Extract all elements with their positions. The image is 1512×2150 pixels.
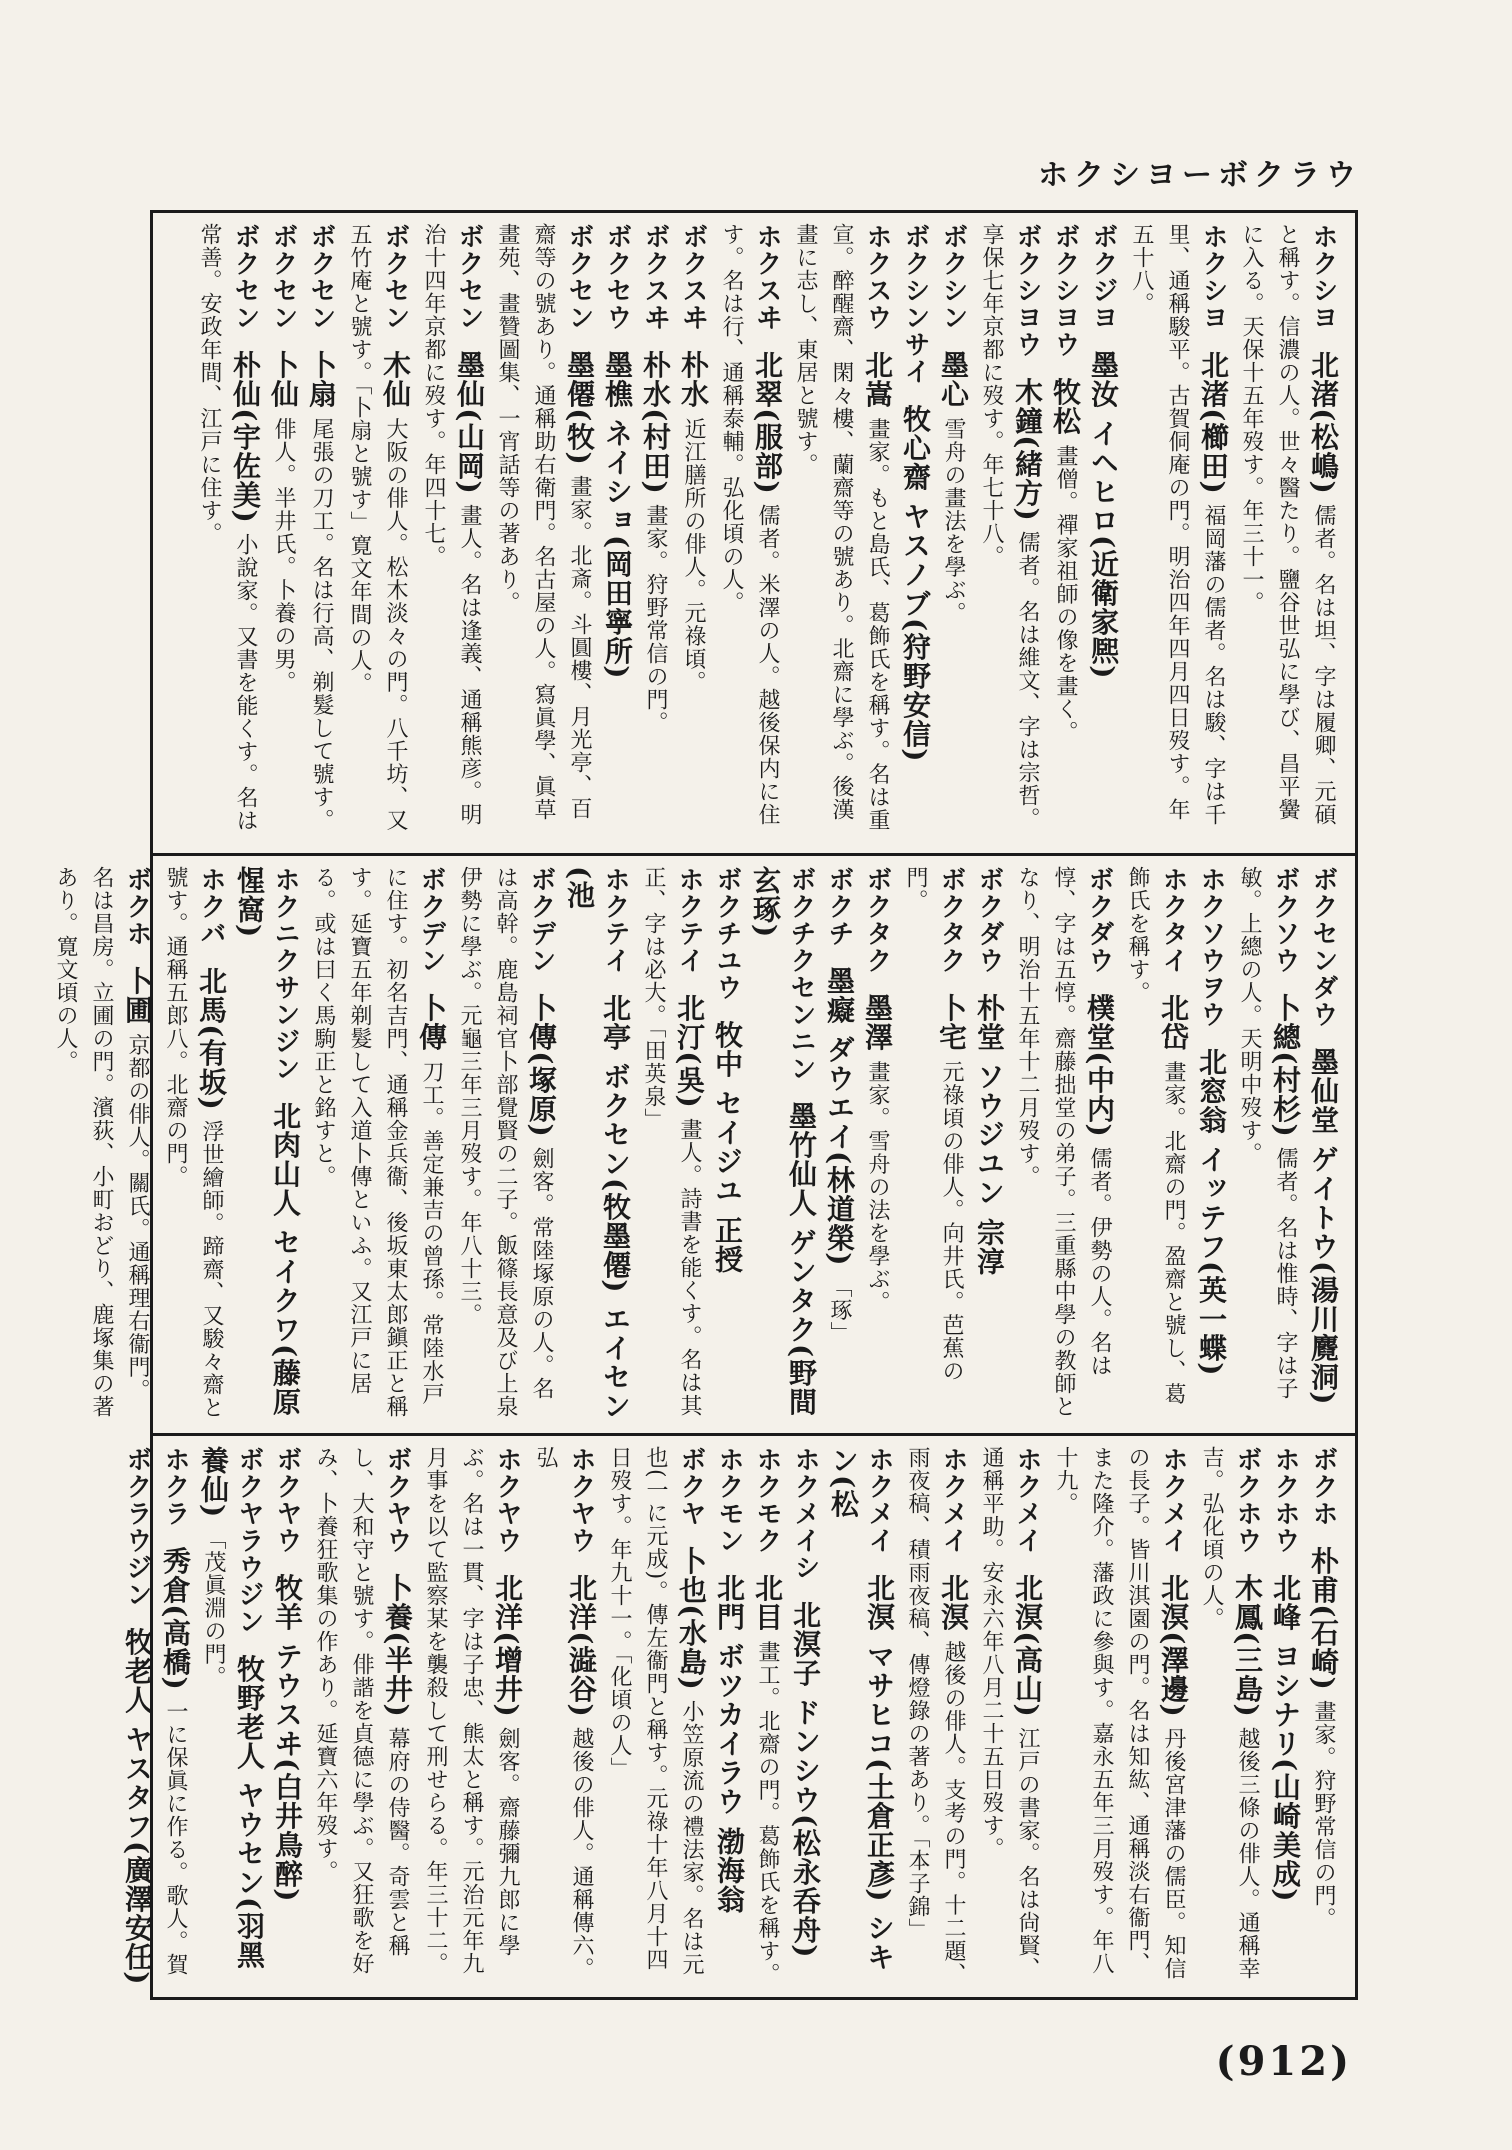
entry-kana-headword: ボクダウ: [974, 866, 1004, 974]
entry-kana-headword: ボクチ: [824, 866, 854, 947]
entry-kana-headword: ボクラウジン: [122, 1446, 152, 1608]
entry-name: 卜也(水島): [675, 1546, 708, 1691]
entry-name: 北翠(服部): [751, 350, 784, 495]
dictionary-entry: [451, 866, 559, 1423]
entry-name: 木仙: [379, 350, 412, 409]
entry-name: 北溟: [937, 1573, 970, 1632]
entry-name: 墨癡 ダウエイ(林道榮): [823, 966, 856, 1267]
entry-name: 卜宅: [935, 993, 968, 1052]
dictionary-entry: [561, 866, 633, 1423]
entry-kana-headword: ホクヤウ: [566, 1446, 596, 1554]
dictionary-entry: [191, 223, 263, 843]
entry-kana-headword: ホクスヰ: [752, 223, 782, 331]
entry-kana-headword: ボクスヰ: [640, 223, 670, 331]
entry-description: 小笠原流の禮法家。名は元也(一に元成)。傳左衞門と稱す。元祿十年八月十四日歿す。年九十一。「化頃の人」: [607, 1446, 704, 1977]
entry-description: 畫家。狩野常信の門。: [1311, 1700, 1336, 1931]
entry-name: 秀倉(高橋): [159, 1546, 192, 1691]
dictionary-entry: [899, 1446, 971, 1987]
dictionary-page: [53, 210, 1358, 2000]
entry-kana-headword: ボクヤウ: [272, 1446, 302, 1554]
entry-kana-headword: ボクセン: [268, 223, 298, 331]
entry-kana-headword: ボクセン: [380, 223, 410, 331]
entry-kana-headword: ボクジヨ: [1088, 223, 1118, 331]
entry-name: 墨仙堂 ゲイトウ(湯川麑洞): [1307, 1047, 1340, 1406]
dictionary-entry: [675, 223, 711, 694]
dictionary-entry: [713, 223, 785, 843]
entry-kana-headword: ホクニクサンジン: [270, 866, 300, 1082]
running-head: ホクシヨーボクラウ: [1038, 158, 1362, 193]
entry-description: 劍客。齋藤彌九郎に學ぶ。名は一貫、字は子忠、熊太と稱す。元治元年九月事を以て監察某を襲殺して刑せらる。年三十二。: [423, 1446, 520, 1975]
entry-kana-headword: ホクヤウ: [492, 1446, 522, 1554]
entry-description: 近江膳所の俳人。元祿頃。: [681, 417, 706, 694]
entry-description: 越後の俳人。通稱傳六。弘: [533, 1446, 594, 1981]
entry-description: 元祿頃の俳人。向井氏。芭蕉の門。: [903, 866, 964, 1383]
dictionary-entry: [749, 1446, 785, 1986]
entry-kana-headword: ホクタイ: [1158, 866, 1188, 974]
entry-name: 北溟子 ドンシウ(松永呑舟): [789, 1600, 822, 1959]
entry-name: 朴堂 ソウジユン 宗淳: [973, 993, 1006, 1276]
dictionary-entry: [1193, 1446, 1265, 1987]
entry-description: 儒者。伊勢の人。名は惇、字は五惇。齋藤拙堂の弟子。三重縣中學の教師となり、明治十五年十二月歿す。: [1015, 866, 1112, 1418]
entry-name: 北馬(有坂): [195, 966, 228, 1111]
entry-kana-headword: ボクタク: [936, 866, 966, 974]
entry-kana-headword: ボクセウ: [602, 223, 632, 331]
entry-band-bottom: [121, 1433, 1355, 1997]
entry-description: 小說家。又書を能くす。名は常善。安政年間、江戸に住す。: [197, 223, 258, 833]
entry-name: 北洋(澁谷): [565, 1573, 598, 1718]
entry-description: 刀工。善定兼吉の曾孫。常陸水戸に住す。初名吉門、通稱金兵衞、後坂東太郎鎭正と稱す。延寶五年剃髮して入道卜傳といふ。又江戸に居る。或は曰く馬駒正と銘すと。: [311, 866, 444, 1418]
entry-description: 幕府の侍醫。奇雲と稱し、大和守と號す。俳諧を貞德に學ぶ。又狂歌を好み、卜養狂歌集の作あり。延寶六年歿す。: [313, 1446, 410, 1975]
entry-name: 朴仙(宇佐美): [229, 350, 262, 524]
entry-description: 畫人。名は逢義、通稱熊彦。明治十四年京都に歿す。年四十七。: [421, 223, 482, 827]
entry-name: 北峰 ヨシナリ(山崎美成): [1269, 1573, 1302, 1903]
dictionary-entry: [489, 223, 597, 843]
entry-kana-headword: ボクセン: [454, 223, 484, 331]
entry-name: 卜傳(塚原): [525, 993, 558, 1138]
entry-kana-headword: ボクタク: [862, 866, 892, 974]
entry-kana-headword: ボクホ: [122, 866, 152, 947]
entry-kana-headword: ホクバ: [196, 866, 226, 947]
dictionary-entry: [157, 1446, 193, 1976]
entry-name: 北渚(松嶋): [1307, 350, 1340, 495]
entry-description: 儒者。名は坦、字は履卿、元碩と稱す。信濃の人。世々醫たり。鹽谷世弘に學び、昌平黌に入る。天保十五年歿す。年三十一。: [1239, 223, 1336, 827]
entry-name: 朴水: [677, 350, 710, 409]
entry-description: 儒者。名は惟時、字は子敏。上總の人。天明中歿す。: [1237, 866, 1298, 1401]
entry-kana-headword: ボクセン: [564, 223, 594, 331]
entry-description: 畫人。詩書を能くす。名は其正、字は必大。「田英泉」: [641, 866, 702, 1418]
entry-name: 卜仙: [267, 350, 300, 409]
entry-kana-headword: ボクヤ: [676, 1446, 706, 1527]
entry-name: 北岱: [1157, 993, 1190, 1052]
entry-name: 朴水(村田): [639, 350, 672, 495]
entry-kana-headword: ホクホウ: [1270, 1446, 1300, 1554]
entry-name: 木鳳(三島): [1231, 1573, 1264, 1718]
entry-kana-headword: ボクホ: [1308, 1446, 1338, 1527]
entry-kana-headword: ボクセンダウ: [1308, 866, 1338, 1028]
entry-band-top: [153, 213, 1355, 853]
dictionary-entry: [635, 866, 707, 1423]
entry-name: 牧松: [1049, 377, 1082, 436]
entry-description: 畫家。北齋の門。盈齋と號し、葛飾氏を稱す。: [1125, 866, 1186, 1406]
entry-name: 卜總(村杉): [1269, 993, 1302, 1138]
dictionary-entry: [821, 866, 857, 1345]
entry-kana-headword: ボクセン: [306, 223, 336, 331]
dictionary-entry: [47, 866, 155, 1423]
dictionary-entry: [1305, 1446, 1341, 1930]
entry-description: 「茂眞淵の門。: [201, 1527, 226, 1689]
entry-name: 朴甫(石崎): [1307, 1546, 1340, 1691]
entry-name: 北溟(澤邊): [1157, 1573, 1190, 1718]
entry-name: 卜養(半井): [381, 1573, 414, 1718]
dictionary-entry: [341, 223, 413, 843]
entry-description: 大阪の俳人。松木淡々の門。八千坊、又五竹庵と號す。「卜扇と號す」寛文年間の人。: [347, 223, 408, 832]
entry-kana-headword: ホクラ: [160, 1446, 190, 1527]
entry-kana-headword: ボクダウ: [1084, 866, 1114, 974]
entry-kana-headword: ボクチクセンニン: [786, 866, 816, 1082]
entry-kana-headword: ホクソウヲウ: [1196, 866, 1226, 1028]
entry-name: 北洋(增井): [491, 1573, 524, 1718]
entry-name: 卜扇: [305, 350, 338, 409]
entry-kana-headword: ホクメイ: [938, 1446, 968, 1554]
entry-name: 北目: [751, 1573, 784, 1632]
entry-name: 北窓翁 イッテフ(英一蝶): [1195, 1047, 1228, 1377]
entry-name: 北溟(高山): [1011, 1573, 1044, 1718]
entry-description: 尾張の刀工。名は行高、剃髮して號す。: [309, 417, 334, 832]
entry-kana-headword: ホクモン: [714, 1446, 744, 1554]
entry-description: 畫家。北斎。斗圓樓、月光亭、百齋等の號あり。通稱助右衛門。名古屋の人。寫眞學、眞草畫苑、畫贊圖集、一宵話等の著あり。: [495, 223, 592, 821]
dictionary-entry: [1233, 223, 1341, 843]
entry-kana-headword: ボクセン: [230, 223, 260, 331]
entry-description: 雪舟の畫法を學ぶ。: [941, 417, 966, 625]
entry-name: 墨澤: [861, 993, 894, 1052]
dictionary-entry: [859, 866, 895, 1314]
entry-name: 北門 ボツカイラウ 渤海翁: [713, 1573, 746, 1914]
dictionary-entry: [973, 223, 1045, 843]
entry-kana-headword: ボクシン: [938, 223, 968, 331]
dictionary-entry: [1009, 866, 1117, 1423]
dictionary-entry: [711, 1446, 747, 1914]
entry-description: 儒者。米澤の人。越後保内に住す。名は行、通稱泰輔。弘化頃の人。: [719, 223, 780, 827]
entry-kana-headword: ホクモク: [752, 1446, 782, 1554]
dictionary-entry: [307, 1446, 415, 1987]
entry-kana-headword: ボクデン: [526, 866, 556, 974]
dictionary-entry: [935, 223, 971, 625]
dictionary-entry: [897, 223, 933, 763]
entry-name: 北嵩: [861, 350, 894, 409]
entry-kana-headword: ボクデン: [416, 866, 446, 974]
dictionary-entry: [1193, 866, 1229, 1377]
dictionary-entry: [601, 1446, 709, 1987]
entry-name: 木鐘(緒方): [1011, 377, 1044, 522]
entry-name: 北亭 ボクセン(牧墨僊) エイセン(池: [563, 866, 632, 1421]
entry-kana-headword: ホクメイ: [1012, 1446, 1042, 1554]
entry-kana-headword: ボクシヨウ: [1012, 223, 1042, 358]
entry-kana-headword: ホクメイ: [1158, 1446, 1188, 1554]
dictionary-entry: [1267, 1446, 1303, 1903]
entry-kana-headword: ホクスウ: [862, 223, 892, 331]
entry-name: 卜圃: [121, 966, 154, 1025]
entry-name: 北肉山人 セイクワ(藤原惺窩): [233, 866, 302, 1417]
entry-name: 牧羊 テウスヰ(白井鳥醉): [271, 1573, 304, 1903]
entry-description: 京都の俳人。關氏。通稱理右衞門。名は昌房。立圃の門。濱荻、小町おどり、鹿塚集の著あり。寛文頃の人。: [53, 866, 150, 1418]
dictionary-entry: [527, 1446, 599, 1987]
entry-description: 浮世繪師。蹄齋、又駿々齋と號す。通稱五郎八。北齋の門。: [163, 866, 224, 1420]
entry-band-middle: [53, 853, 1355, 1433]
dictionary-entry: [305, 866, 449, 1423]
entry-kana-headword: ホクメイシ: [790, 1446, 820, 1581]
entry-description: 畫工。北齋の門。葛飾氏を稱す。: [755, 1640, 780, 1986]
dictionary-entry: [195, 1446, 267, 1987]
entry-kana-headword: ボクシンサイ: [900, 223, 930, 385]
dictionary-entry: [747, 866, 819, 1423]
dictionary-entry: [787, 1446, 823, 1959]
entry-description: 俳人。半井氏。卜養の男。: [271, 417, 296, 694]
entry-name: 牧心齋 ヤスノブ(狩野安信): [899, 404, 932, 763]
dictionary-entry: [787, 223, 895, 843]
entry-description: 畫家。雪舟の法を學ぶ。: [865, 1060, 890, 1314]
dictionary-entry: [973, 1446, 1045, 1987]
dictionary-entry: [709, 866, 745, 1274]
dictionary-entry: [897, 866, 969, 1423]
entry-description: 越後の俳人。支考の門。十二題、雨夜稿、積雨夜稿、傳燈錄の著あり。「本子錦」: [905, 1446, 966, 1986]
dictionary-entry: [231, 866, 303, 1423]
dictionary-entry: [1305, 866, 1341, 1406]
entry-name: 北溟 マサヒコ(土倉正彥) シキン(松: [827, 1446, 896, 1972]
entry-kana-headword: ホクメイ: [864, 1446, 894, 1554]
entry-description: 畫家。もと島氏、葛飾氏を稱す。名は重宣。醉醒齋、閑々樓、蘭齋等の號あり。北齋に學ぶ。後漢畫に志し、東居と號す。: [793, 223, 890, 832]
entry-name: 卜傳: [415, 993, 448, 1052]
dictionary-entry: [417, 1446, 525, 1987]
dictionary-entry: [971, 866, 1007, 1276]
entry-description: 畫家。狩野常信の門。: [643, 504, 668, 735]
entry-kana-headword: ボクシヨウ: [1050, 223, 1080, 358]
dictionary-entry: [303, 223, 339, 832]
entry-kana-headword: ボクヤウ: [382, 1446, 412, 1554]
entry-description: 儒者。名は維文、字は宗哲。享保七年京都に歿す。年七十八。: [979, 223, 1040, 831]
dictionary-entry: [269, 1446, 305, 1903]
dictionary-entry: [825, 1446, 897, 1987]
entry-name: 牧野老人 ヤウセン(羽黑養仙): [197, 1446, 266, 1970]
entry-description: 一に保眞に作る。歌人。賀: [163, 1700, 188, 1977]
dictionary-entry: [1231, 866, 1303, 1423]
entry-name: 牧中 セイジユ 正授: [711, 1020, 744, 1274]
dictionary-entry: [1047, 223, 1083, 744]
dictionary-entry: [157, 866, 229, 1423]
entry-description: 劍客。常陸塚原の人。名は高幹。鹿島祠官卜部覺賢の二子。飯篠長意及び上泉伊勢に學ぶ。元龜三年三月歿す。年八十三。: [457, 866, 554, 1418]
entry-description: 越後三條の俳人。通稱幸吉。弘化頃の人。: [1199, 1446, 1260, 1981]
entry-description: 丹後宮津藩の儒臣。知信の長子。皆川淇園の門。名は知紘、通稱淡右衞門、また隆介。藩政に參與す。嘉永五年三月歿す。年八十九。: [1053, 1446, 1186, 1981]
entry-description: 「琢」: [827, 1275, 852, 1345]
entry-name: 墨心: [937, 350, 970, 409]
entry-kana-headword: ボクヤラウジン: [234, 1446, 264, 1635]
entry-name: 牧老人 ヤスタフ(廣澤安任): [121, 1627, 154, 1986]
entry-kana-headword: ボクチユウ: [712, 866, 742, 1001]
page-number: (912): [1215, 2038, 1352, 2085]
entry-name: 墨仙(山岡): [453, 350, 486, 495]
entry-kana-headword: ホクテイ: [600, 866, 630, 974]
entry-kana-headword: ホクテイ: [674, 866, 704, 974]
entry-name: 墨僊(牧): [563, 350, 596, 466]
entry-kana-headword: ボクホウ: [1232, 1446, 1262, 1554]
entry-name: 北汀(吳): [673, 993, 706, 1109]
dictionary-entry: [637, 223, 673, 734]
entry-kana-headword: ホクシヨ: [1308, 223, 1338, 331]
entry-kana-headword: ボクソウ: [1270, 866, 1300, 974]
entry-description: 畫僧。禪家祖師の像を畫く。: [1053, 444, 1078, 744]
entry-description: 江戸の書家。名は尙賢、通稱平助。安永六年八月二十五日歿す。: [979, 1446, 1040, 1981]
dictionary-entry: [265, 223, 301, 694]
dictionary-entry: [119, 1446, 155, 1986]
entry-name: 樸堂(中内): [1083, 993, 1116, 1138]
entry-kana-headword: ホクシヨ: [1198, 223, 1228, 331]
entry-name: 墨汝 イヘヒロ(近衛家熈): [1087, 350, 1120, 680]
entry-kana-headword: ボクスヰ: [678, 223, 708, 331]
entry-name: 墨樵 ネイショ(岡田寧所): [601, 350, 634, 680]
dictionary-entry: [599, 223, 635, 680]
entry-name: 北渚(櫛田): [1197, 350, 1230, 495]
dictionary-entry: [1123, 223, 1231, 843]
entry-description: 福岡藩の儒者。名は駿、字は千里、通稱駿平。古賀侗庵の門。明治四年四月四日歿す。年五十八。: [1129, 223, 1226, 827]
dictionary-entry: [1085, 223, 1121, 680]
dictionary-entry: [1119, 866, 1191, 1423]
entry-name: 墨竹仙人 ゲンタク(野間玄琢): [749, 866, 818, 1417]
dictionary-entry: [1047, 1446, 1191, 1987]
dictionary-entry: [415, 223, 487, 843]
